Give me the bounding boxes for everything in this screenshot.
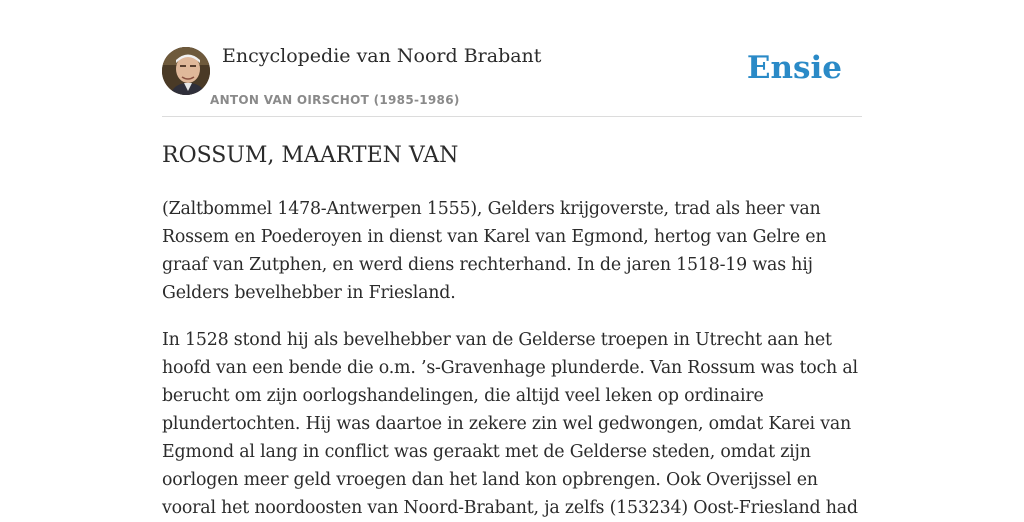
encyclopedia-title[interactable]: Encyclopedie van Noord Brabant (222, 45, 542, 67)
article-paragraph: (Zaltbommel 1478-Antwerpen 1555), Gelders krijgoverste, trad als heer van Rossem en Poederoyen in dienst van Karel van Egmond, hertog van Gelre en graaf van Zutphen, en werd diens rechterhand. In de jaren 1518-19 was hij Gelders bevelhebber in Friesland. (162, 199, 827, 303)
ensie-logo-link[interactable]: Ensie (746, 50, 842, 86)
portrait-image (162, 47, 210, 95)
header (162, 0, 862, 117)
article-paragraph: In 1528 stond hij als bevelhebber van de Gelderse troepen in Utrecht aan het hoofd van een bende die o.m. ’s-Gravenhage plunderde. Van Rossum was toch al berucht om zijn oorlogshandelingen, die altijd veel leken op ordinaire plundertochten. Hij was daartoe in zekere zin wel gedwongen, omdat Karei van Egmond al lang in conflict was geraakt met de Gelderse steden, omdat zijn oorlogen meer geld vroegen dan het land kon opbrengen. Ook Overijssel en vooral het noordoosten van Noord-Brabant, ja zelfs (153234) Oost-Friesland had (162, 330, 858, 518)
page-container (162, 0, 862, 522)
author-name[interactable]: ANTON VAN OIRSCHOT (1985-1986) (210, 93, 460, 107)
article-title: ROSSUM, MAARTEN VAN (162, 143, 459, 168)
author-avatar[interactable] (162, 47, 210, 95)
